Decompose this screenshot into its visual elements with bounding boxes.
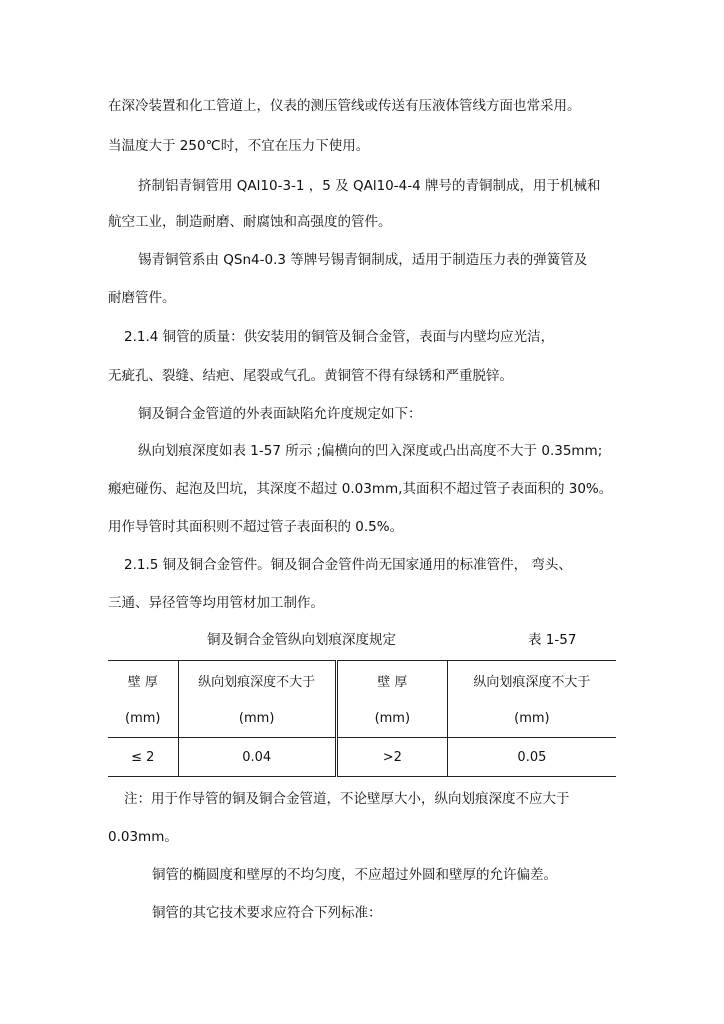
- table-header-row: [108, 661, 616, 700]
- table-title: 铜及铜合金管纵向划痕深度规定: [207, 632, 396, 648]
- table-number: 表 1-57: [528, 632, 577, 648]
- paragraph-line: 无疵孔、裂缝、结疤、尾裂或气孔。黄铜管不得有绿锈和严重脱锌。: [108, 368, 513, 384]
- section-heading-2-1-5: 2.1.5 铜及铜合金管件。铜及铜合金管件尚无国家通用的标准管件， 弯头、: [124, 557, 572, 573]
- paragraph-line: 铜及铜合金管道的外表面缺陷允许度规定如下：: [138, 406, 422, 422]
- paragraph-line: 铜管的其它技术要求应符合下列标准：: [152, 905, 382, 921]
- paragraph-line: 航空工业，制造耐磨、耐腐蚀和高强度的管件。: [108, 214, 392, 230]
- table-unit-cell: (mm): [108, 699, 178, 738]
- paragraph-line: 瘢疤碰伤、起泡及凹坑，其深度不超过 0.03mm,其面积不超过管子表面积的 30%。: [108, 481, 613, 497]
- paragraph-line: 耐磨管件。: [108, 290, 176, 306]
- table-header-cell: 纵向划痕深度不大于: [178, 661, 336, 700]
- table-unit-cell: (mm): [514, 710, 550, 726]
- paragraph-line: 纵向划痕深度如表 1-57 所示 ;偏横向的凹入深度或凸出高度不大于 0.35mm;: [138, 443, 603, 459]
- table-header-cell: 纵向划痕深度不大于: [447, 661, 616, 700]
- table-cell: >2: [336, 738, 447, 777]
- paragraph-line: 铜管的椭圆度和壁厚的不均匀度，不应超过外圆和壁厚的允许偏差。: [152, 867, 557, 883]
- table-cell: 0.05: [447, 738, 616, 777]
- paragraph-line: 当温度大于 250℃时，不宜在压力下使用。: [108, 138, 370, 154]
- scratch-depth-table: [108, 660, 616, 777]
- table-header-cell: 壁 厚: [336, 661, 447, 700]
- paragraph-line: 挤制铝青铜管用 QAl10-3-1 ，5 及 QAl10-4-4 牌号的青铜制成，用于机械和: [138, 178, 601, 194]
- table-unit-cell: (mm): [336, 699, 447, 738]
- table-unit-cell: (mm): [178, 699, 336, 738]
- table-note: 注：用于作导管的铜及铜合金管道，不论壁厚大小，纵向划痕深度不应大于: [124, 791, 570, 807]
- paragraph-line: 在深冷装置和化工管道上，仪表的测压管线或传送有压液体管线方面也常采用。: [108, 98, 581, 114]
- table-note-continuation: 0.03mm。: [108, 829, 178, 845]
- table-header-units-row: [108, 699, 616, 738]
- paragraph-line: 锡青铜管系由 QSn4-0.3 等牌号锡青铜制成，适用于制造压力表的弹簧管及: [138, 252, 588, 268]
- table-cell: 0.04: [178, 738, 336, 777]
- table-header-cell: 壁 厚: [108, 661, 178, 700]
- table-row: [108, 738, 616, 777]
- section-heading-2-1-4: 2.1.4 铜管的质量：供安装用的铜管及铜合金管，表面与内壁均应光洁，: [124, 329, 555, 345]
- table-cell: ≤ 2: [108, 738, 178, 777]
- paragraph-line: 三通、异径管等均用管材加工制作。: [108, 595, 324, 611]
- paragraph-line: 用作导管时其面积则不超过管子表面积的 0.5%。: [108, 519, 404, 535]
